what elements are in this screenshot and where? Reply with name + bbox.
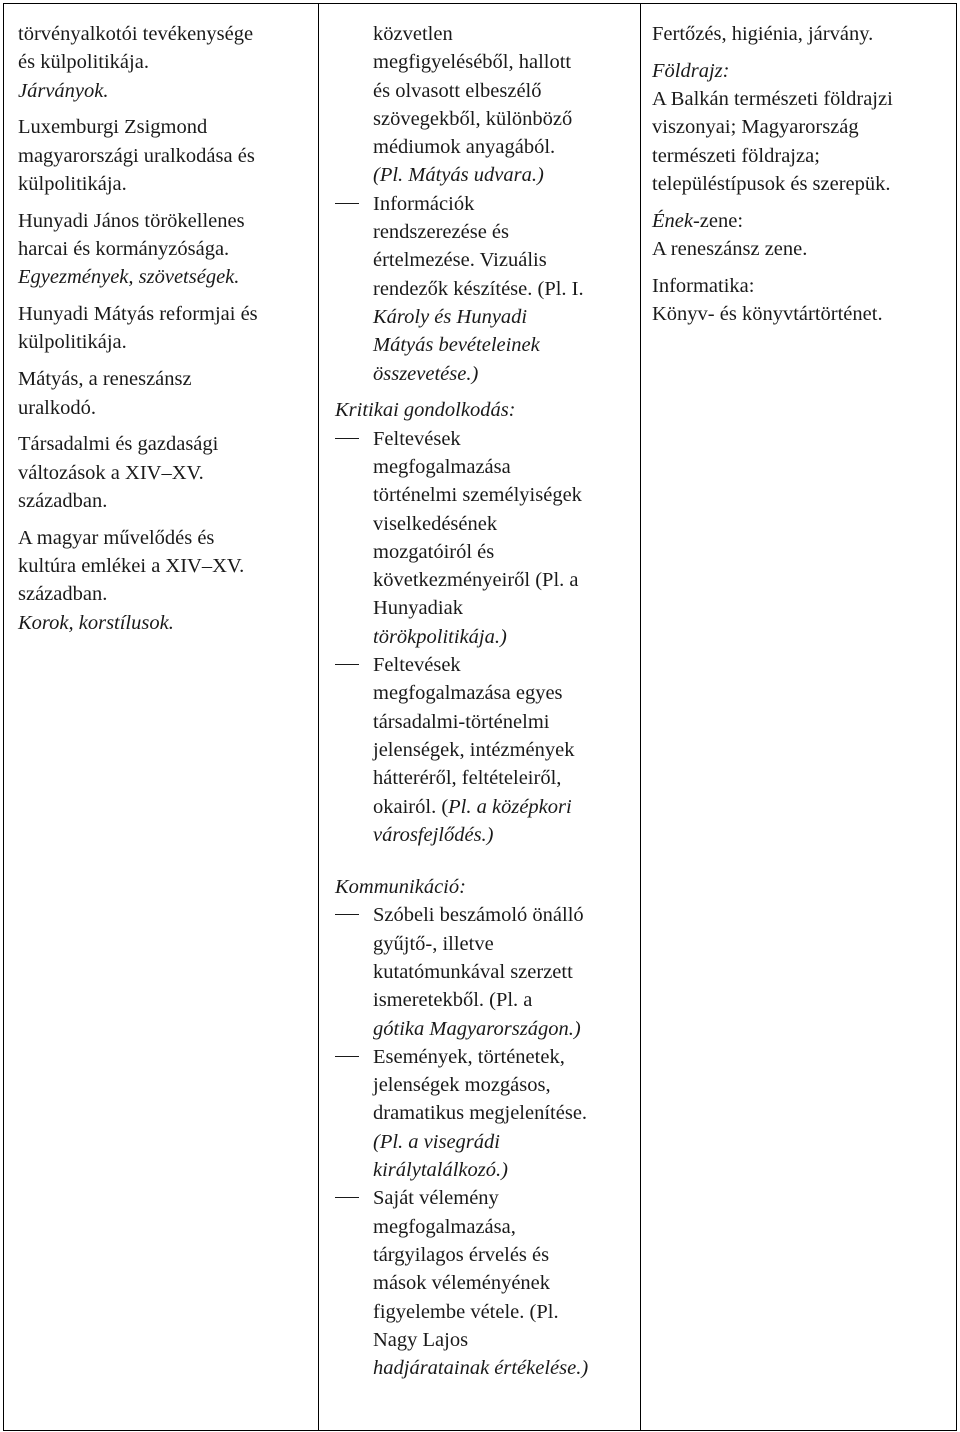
text-line: kultúra emlékei a XIV‒XV. <box>18 555 245 578</box>
health-line <box>652 20 950 48</box>
dash-bullet <box>335 1056 359 1057</box>
text-line: összevetése.) <box>373 362 479 385</box>
text-line: megfigyeléséből, hallott <box>373 51 572 74</box>
list-item <box>335 1043 632 1184</box>
text-line: megfogalmazása egyes <box>373 682 563 705</box>
text-line: Hunyadiak <box>373 597 463 620</box>
text-line: Információk <box>373 192 475 215</box>
text-line: médiumok anyagából. <box>373 136 556 159</box>
skills-column <box>319 4 641 1430</box>
text-line: értelmezése. Vizuális <box>373 249 547 272</box>
text-line: gyűjtő-, illetve <box>373 932 494 955</box>
text-fragment: zene: <box>699 209 744 232</box>
text-line: Nagy Lajos <box>373 1328 469 1351</box>
text-line: történelmi személyiségek <box>373 484 582 507</box>
topic-renaissance-ruler <box>18 365 310 422</box>
text-line: században. <box>18 583 108 606</box>
list-item <box>335 901 632 1042</box>
topic-hunyadi-matyas <box>18 300 310 357</box>
text-line: gótika Magyarországon.) <box>373 1017 581 1040</box>
text-line: következményeiről (Pl. a <box>373 569 579 592</box>
text-line: mások véleményének <box>373 1272 551 1295</box>
section-title-kritikai: Kritikai gondolkodás: <box>335 399 516 422</box>
text-line: kutatómunkával szerzett <box>373 961 573 983</box>
text-line: külpolitikája. <box>18 172 127 195</box>
foldrajz-block <box>652 57 950 198</box>
dash-bullet <box>335 1197 359 1198</box>
subject-label: Informatika: <box>652 274 755 297</box>
text-line: Egyezmények, szövetségek. <box>18 266 240 289</box>
text-line: viselkedésének <box>373 512 498 535</box>
topics-column <box>4 4 319 1430</box>
section-title-kommunikacio: Kommunikáció: <box>335 876 466 899</box>
text-line: Fertőzés, higiénia, járvány. <box>652 23 874 45</box>
topic-hunyadi-janos <box>18 207 310 292</box>
text-line: viszonyai; Magyarország <box>652 116 859 139</box>
text-line: (Pl. a visegrádi <box>373 1130 500 1153</box>
list-item <box>335 190 632 388</box>
text-line: és külpolitikája. <box>18 51 149 74</box>
text-line: Feltevések <box>373 654 461 677</box>
list-item <box>335 651 632 849</box>
text-line: hátteréről, feltételeiről, <box>373 767 562 790</box>
dash-bullet <box>335 914 359 915</box>
text-line: Szóbeli beszámoló önálló <box>373 904 584 927</box>
topic-culture <box>18 524 310 637</box>
text-line: Könyv- és könyvtártörténet. <box>652 303 883 326</box>
text-line: rendszerezése és <box>373 221 510 244</box>
text-line: században. <box>18 489 108 512</box>
text-line: mozgatóiról és <box>373 540 495 563</box>
text-line: uralkodó. <box>18 396 96 419</box>
topic-legislation <box>18 20 310 105</box>
text-line: jelenségek mozgásos, <box>373 1074 551 1097</box>
text-line: harcai és kormányzósága. <box>18 238 230 261</box>
text-line: (Pl. Mátyás udvara.) <box>373 164 544 187</box>
text-line: Hunyadi Mátyás reformjai és <box>18 303 258 326</box>
text-line: megfogalmazása <box>373 455 511 478</box>
list-item <box>335 425 632 651</box>
text-line: társadalmi-történelmi <box>373 710 550 733</box>
text-line: településtípusok és szerepük. <box>652 172 891 195</box>
text-line: Mátyás, a reneszánsz <box>18 368 192 391</box>
text-line: Hunyadi János törökellenes <box>18 209 245 232</box>
text-line: megfogalmazása, <box>373 1215 516 1238</box>
text-line: Járványok. <box>18 79 109 102</box>
text-line: közvetlen <box>373 23 453 45</box>
text-line: törvényalkotói tevékenysége <box>18 23 254 45</box>
text-line: A magyar művelődés és <box>18 526 215 549</box>
text-line: külpolitikája. <box>18 331 127 354</box>
connections-column <box>641 4 956 1430</box>
intro-block <box>335 20 632 190</box>
list-item <box>335 1184 632 1382</box>
text-line: tárgyilagos érvelés és <box>373 1243 550 1266</box>
text-line: Események, történetek, <box>373 1045 565 1068</box>
text-line: változások a XIV‒XV. <box>18 461 204 484</box>
text-line: Saját vélemény <box>373 1187 499 1210</box>
text-line: és olvasott elbeszélő <box>373 79 542 102</box>
subject-label: Földrajz: <box>652 59 730 82</box>
text-line: törökpolitikája.) <box>373 625 507 648</box>
dash-bullet <box>335 203 359 204</box>
text-line: Társadalmi és gazdasági <box>18 433 219 456</box>
dash-bullet <box>335 664 359 665</box>
text-line: hadjáratainak értékelése.) <box>373 1357 589 1380</box>
text-fragment: Ének- <box>652 209 700 232</box>
text-line: dramatikus megjelenítése. <box>373 1102 588 1125</box>
text-line: A Balkán természeti földrajzi <box>652 88 893 111</box>
text-line: Mátyás bevételeinek <box>373 334 540 357</box>
text-line: jelenségek, intézmények <box>373 738 575 761</box>
text-line <box>373 793 632 821</box>
text-line: Luxemburgi Zsigmond <box>18 116 208 139</box>
text-line: Károly és Hunyadi <box>373 305 528 328</box>
dash-bullet <box>335 438 359 439</box>
text-line: szövegekből, különböző <box>373 107 573 130</box>
text-line: Korok, korstílusok. <box>18 611 174 634</box>
topic-zsigmond <box>18 113 310 198</box>
text-line: városfejlődés.) <box>373 823 494 846</box>
text-line: természeti földrajza; <box>652 144 820 167</box>
enek-block <box>652 207 950 264</box>
subject-label <box>652 207 950 235</box>
text-fragment: Pl. a középkori <box>448 795 572 818</box>
text-line: királytalálkozó.) <box>373 1159 508 1182</box>
informatika-block <box>652 272 950 329</box>
text-line: ismeretekből. (Pl. a <box>373 989 533 1012</box>
text-line: Feltevések <box>373 427 461 450</box>
text-line: figyelembe vétele. (Pl. <box>373 1300 559 1323</box>
topic-social-economic <box>18 430 310 515</box>
text-line: A reneszánsz zene. <box>652 238 808 261</box>
text-fragment: okairól. ( <box>373 795 449 818</box>
curriculum-table <box>3 3 957 1431</box>
text-line: magyarországi uralkodása és <box>18 144 255 167</box>
text-line: rendezők készítése. (Pl. I. <box>373 277 584 300</box>
